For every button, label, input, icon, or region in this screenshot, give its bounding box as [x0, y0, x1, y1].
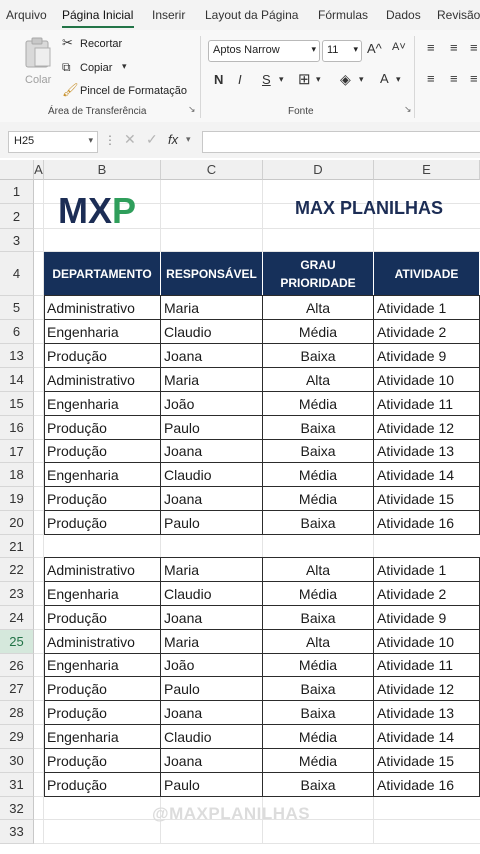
- row-header-26[interactable]: 26: [0, 654, 34, 677]
- cell-departamento[interactable]: Produção: [44, 677, 161, 701]
- row-header-32[interactable]: 32: [0, 797, 34, 820]
- row-header-23[interactable]: 23: [0, 582, 34, 606]
- dialog-launcher-icon[interactable]: ↘: [188, 104, 196, 114]
- column-header-d[interactable]: D: [263, 160, 374, 180]
- ribbon-tab-bar: [0, 0, 480, 30]
- cell-responsavel[interactable]: Maria: [161, 368, 263, 392]
- cell-prioridade[interactable]: Baixa: [263, 701, 374, 725]
- row-gridline: [34, 228, 480, 229]
- cell-prioridade[interactable]: Baixa: [263, 440, 374, 463]
- tab-revisao[interactable]: Revisão: [437, 8, 480, 22]
- row-header-29[interactable]: 29: [0, 725, 34, 749]
- watermark: @MAXPLANILHAS: [152, 804, 311, 823]
- tab-arquivo[interactable]: Arquivo: [6, 8, 47, 22]
- cell-departamento[interactable]: Engenharia: [44, 463, 161, 487]
- cell-responsavel[interactable]: Claudio: [161, 463, 263, 487]
- font-group-label: Fonte: [288, 106, 314, 117]
- cell-responsavel[interactable]: Claudio: [161, 725, 263, 749]
- cell-departamento[interactable]: Administrativo: [44, 558, 161, 582]
- font-size-value: 11: [327, 44, 339, 56]
- cell-departamento[interactable]: Produção: [44, 701, 161, 725]
- cell-prioridade[interactable]: Média: [263, 725, 374, 749]
- chevron-down-icon[interactable]: ▾: [396, 74, 401, 84]
- header-grau-line1: GRAU: [300, 258, 336, 272]
- format-painter-button[interactable]: Pincel de Formatação: [80, 85, 187, 97]
- cell-atividade[interactable]: Atividade 1: [374, 296, 480, 320]
- chevron-down-icon: ▾: [353, 44, 358, 54]
- cell-departamento[interactable]: Produção: [44, 749, 161, 773]
- cell-atividade[interactable]: Atividade 10: [374, 368, 480, 392]
- cell-prioridade[interactable]: Baixa: [263, 677, 374, 701]
- paste-button[interactable]: [18, 36, 58, 96]
- cell-responsavel[interactable]: Claudio: [161, 320, 263, 344]
- row-header-25[interactable]: 25: [0, 630, 34, 654]
- cell-responsavel[interactable]: Maria: [161, 558, 263, 582]
- row-header-1[interactable]: 1: [0, 180, 34, 204]
- name-box-value: H25: [14, 135, 35, 147]
- row-header-22[interactable]: 22: [0, 558, 34, 582]
- sheet-title: MAX PLANILHAS: [295, 198, 443, 218]
- row-header-17[interactable]: 17: [0, 440, 34, 463]
- cell-responsavel[interactable]: Paulo: [161, 511, 263, 535]
- cell-responsavel[interactable]: Joana: [161, 701, 263, 725]
- chevron-down-icon: ▾: [88, 135, 93, 145]
- row-header-31[interactable]: 31: [0, 773, 34, 797]
- cell-atividade[interactable]: Atividade 2: [374, 582, 480, 606]
- row-header-3[interactable]: 3: [0, 229, 34, 252]
- tab-dados[interactable]: Dados: [386, 8, 421, 22]
- cell-departamento[interactable]: Produção: [44, 416, 161, 440]
- cell-atividade[interactable]: Atividade 11: [374, 654, 480, 677]
- cell-atividade[interactable]: Atividade 10: [374, 630, 480, 654]
- row-header-18[interactable]: 18: [0, 463, 34, 487]
- clipboard-icon: [23, 36, 53, 68]
- chevron-down-icon[interactable]: ▾: [359, 74, 364, 84]
- cell-prioridade[interactable]: Média: [263, 320, 374, 344]
- chevron-down-icon: ▾: [311, 44, 316, 54]
- row-header-24[interactable]: 24: [0, 606, 34, 630]
- header-grau-prioridade[interactable]: [263, 252, 374, 296]
- cell-atividade[interactable]: Atividade 13: [374, 701, 480, 725]
- row-header-6[interactable]: 6: [0, 320, 34, 344]
- cell-responsavel[interactable]: João: [161, 392, 263, 416]
- row-header-16[interactable]: 16: [0, 416, 34, 440]
- cell-responsavel[interactable]: Paulo: [161, 416, 263, 440]
- font-size-select[interactable]: [322, 40, 362, 62]
- cell-atividade[interactable]: Atividade 14: [374, 463, 480, 487]
- logo-image: [58, 190, 140, 228]
- cell-departamento[interactable]: Administrativo: [44, 630, 161, 654]
- name-box[interactable]: [8, 131, 98, 153]
- column-header-c[interactable]: C: [161, 160, 263, 180]
- cell-prioridade[interactable]: Alta: [263, 558, 374, 582]
- cell-responsavel[interactable]: Joana: [161, 344, 263, 368]
- dialog-launcher-icon[interactable]: ↘: [404, 104, 412, 114]
- cut-button[interactable]: Recortar: [80, 38, 123, 50]
- cell-prioridade[interactable]: Baixa: [263, 773, 374, 797]
- row-header-15[interactable]: 15: [0, 392, 34, 416]
- cell-departamento[interactable]: Produção: [44, 773, 161, 797]
- cell-atividade[interactable]: Atividade 15: [374, 487, 480, 511]
- row-header-33[interactable]: 33: [0, 820, 34, 844]
- select-all-corner[interactable]: [0, 160, 34, 180]
- cell-atividade[interactable]: Atividade 16: [374, 773, 480, 797]
- cell-responsavel[interactable]: Paulo: [161, 677, 263, 701]
- cell-atividade[interactable]: Atividade 12: [374, 416, 480, 440]
- tab-formulas[interactable]: Fórmulas: [318, 8, 369, 22]
- logo-text: MXP: [58, 190, 137, 228]
- row-header-5[interactable]: 5: [0, 296, 34, 320]
- row-header-19[interactable]: 19: [0, 487, 34, 511]
- cell-atividade[interactable]: Atividade 11: [374, 392, 480, 416]
- formula-input[interactable]: [202, 131, 480, 153]
- cell-prioridade[interactable]: Baixa: [263, 606, 374, 630]
- cell-prioridade[interactable]: Baixa: [263, 344, 374, 368]
- fill-color-icon[interactable]: ◈: [340, 71, 351, 87]
- cell-prioridade[interactable]: Média: [263, 749, 374, 773]
- row-header-2[interactable]: 2: [0, 204, 34, 229]
- align-bottom-icon[interactable]: ≡: [470, 40, 478, 55]
- cell-atividade[interactable]: Atividade 14: [374, 725, 480, 749]
- paintbrush-icon: 🖌: [62, 82, 79, 97]
- cell-prioridade[interactable]: Média: [263, 463, 374, 487]
- more-options-icon[interactable]: ⋮: [104, 133, 116, 147]
- row-header-4[interactable]: 4: [0, 252, 34, 296]
- cell-prioridade[interactable]: Alta: [263, 296, 374, 320]
- row-header-14[interactable]: 14: [0, 368, 34, 392]
- ribbon: [0, 30, 480, 123]
- clipboard-group-label: Área de Transferência: [48, 106, 147, 117]
- cell-departamento[interactable]: Produção: [44, 487, 161, 511]
- cell-responsavel[interactable]: Joana: [161, 487, 263, 511]
- cell-atividade[interactable]: Atividade 12: [374, 677, 480, 701]
- row-gridline: [34, 843, 480, 844]
- cell-atividade[interactable]: Atividade 9: [374, 606, 480, 630]
- header-departamento[interactable]: DEPARTAMENTO: [44, 252, 161, 296]
- cell-prioridade[interactable]: Média: [263, 392, 374, 416]
- header-grau-line2: PRIORIDADE: [280, 276, 356, 290]
- cell-responsavel[interactable]: Paulo: [161, 773, 263, 797]
- cell-responsavel[interactable]: Joana: [161, 606, 263, 630]
- cell-atividade[interactable]: Atividade 1: [374, 558, 480, 582]
- cell-prioridade[interactable]: Alta: [263, 368, 374, 392]
- align-center-icon[interactable]: ≡: [450, 71, 458, 86]
- cell-departamento[interactable]: Produção: [44, 511, 161, 535]
- paste-label: Colar: [25, 74, 52, 86]
- cell-departamento[interactable]: Engenharia: [44, 320, 161, 344]
- grow-font-button[interactable]: A^: [367, 41, 382, 56]
- row-header-28[interactable]: 28: [0, 701, 34, 725]
- chevron-down-icon[interactable]: ▾: [279, 74, 284, 84]
- chevron-down-icon[interactable]: ▾: [122, 61, 127, 71]
- cell-departamento[interactable]: Produção: [44, 344, 161, 368]
- scissors-icon: ✂: [62, 35, 73, 50]
- cell-prioridade[interactable]: Média: [263, 487, 374, 511]
- cell-departamento[interactable]: Engenharia: [44, 392, 161, 416]
- borders-icon[interactable]: ⊞: [298, 71, 311, 88]
- column-header-a[interactable]: A: [34, 160, 44, 180]
- column-header-e[interactable]: E: [374, 160, 480, 180]
- tab-pagina-inicial[interactable]: Página Inicial: [62, 8, 134, 22]
- tab-layout-da-pagina[interactable]: Layout da Página: [205, 8, 299, 22]
- group-divider: [414, 36, 415, 118]
- cell-atividade[interactable]: Atividade 15: [374, 749, 480, 773]
- align-middle-icon[interactable]: ≡: [450, 40, 458, 55]
- enter-icon[interactable]: ✓: [146, 131, 158, 147]
- cell-departamento[interactable]: Produção: [44, 440, 161, 463]
- cell-atividade[interactable]: Atividade 2: [374, 320, 480, 344]
- cell-responsavel[interactable]: Maria: [161, 296, 263, 320]
- cell-prioridade[interactable]: Baixa: [263, 511, 374, 535]
- cell-atividade[interactable]: Atividade 9: [374, 344, 480, 368]
- font-name-select[interactable]: [208, 40, 320, 62]
- bold-button[interactable]: N: [214, 72, 224, 87]
- cell-departamento[interactable]: Engenharia: [44, 582, 161, 606]
- row-header-20[interactable]: 20: [0, 511, 34, 535]
- cell-responsavel[interactable]: Joana: [161, 440, 263, 463]
- group-divider: [200, 36, 201, 118]
- cell-responsavel[interactable]: João: [161, 654, 263, 677]
- row-header-13[interactable]: 13: [0, 344, 34, 368]
- font-name-value: Aptos Narrow: [213, 44, 280, 56]
- row-header-30[interactable]: 30: [0, 749, 34, 773]
- underline-button[interactable]: S: [262, 72, 271, 87]
- align-right-icon[interactable]: ≡: [470, 71, 478, 86]
- cell-responsavel[interactable]: Joana: [161, 749, 263, 773]
- chevron-down-icon[interactable]: ▾: [186, 134, 191, 144]
- cell-departamento[interactable]: Engenharia: [44, 725, 161, 749]
- cell-responsavel[interactable]: Claudio: [161, 582, 263, 606]
- cell-departamento[interactable]: Engenharia: [44, 654, 161, 677]
- align-left-icon[interactable]: ≡: [427, 71, 435, 86]
- cell-prioridade[interactable]: Alta: [263, 630, 374, 654]
- chevron-down-icon[interactable]: ▾: [316, 74, 321, 84]
- cancel-icon[interactable]: ✕: [124, 131, 136, 147]
- row-header-21[interactable]: 21: [0, 535, 34, 558]
- tab-inserir[interactable]: Inserir: [152, 8, 186, 22]
- cell-departamento[interactable]: Administrativo: [44, 296, 161, 320]
- cell-atividade[interactable]: Atividade 13: [374, 440, 480, 463]
- row-header-27[interactable]: 27: [0, 677, 34, 701]
- shrink-font-button[interactable]: A˅: [392, 41, 406, 53]
- cell-prioridade[interactable]: Média: [263, 654, 374, 677]
- cell-atividade[interactable]: Atividade 16: [374, 511, 480, 535]
- cell-departamento[interactable]: Produção: [44, 606, 161, 630]
- cell-responsavel[interactable]: Maria: [161, 630, 263, 654]
- copy-button[interactable]: Copiar: [80, 62, 113, 74]
- copy-icon: ⧉: [62, 60, 71, 74]
- cell-prioridade[interactable]: Baixa: [263, 416, 374, 440]
- font-color-button[interactable]: A: [380, 71, 389, 86]
- cell-prioridade[interactable]: Média: [263, 582, 374, 606]
- insert-function-button[interactable]: fx: [168, 132, 179, 147]
- header-responsavel[interactable]: RESPONSÁVEL: [161, 252, 263, 296]
- align-top-icon[interactable]: ≡: [427, 40, 435, 55]
- italic-button[interactable]: I: [238, 72, 242, 87]
- active-tab-indicator: [62, 26, 134, 28]
- column-header-b[interactable]: B: [44, 160, 161, 180]
- header-atividade[interactable]: ATIVIDADE: [374, 252, 480, 296]
- cell-departamento[interactable]: Administrativo: [44, 368, 161, 392]
